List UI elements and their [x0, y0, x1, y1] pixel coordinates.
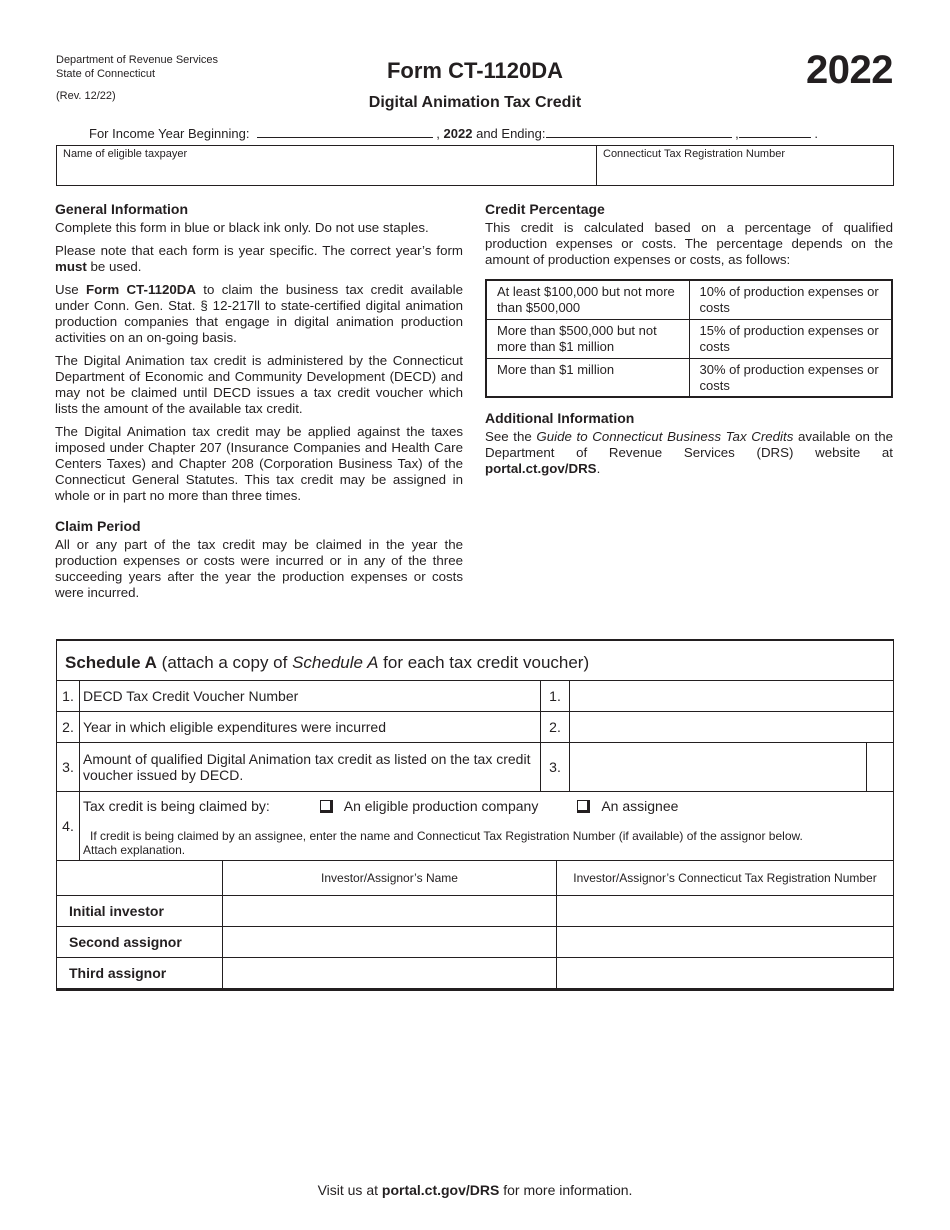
- income-year-beginning-field[interactable]: [257, 126, 433, 138]
- text-span: Please note that each form is year specific. The correct year’s form: [55, 243, 463, 258]
- line-ref: 1.: [541, 681, 570, 711]
- option-label: An assignee: [601, 798, 679, 814]
- claim-period-heading: Claim Period: [55, 518, 141, 534]
- column-header-name: Investor/Assignor’s Name: [223, 861, 557, 895]
- line-label: Amount of qualified Digital Animation tax credit as listed on the tax credit voucher issued by DECD.: [80, 743, 541, 791]
- attach-explanation: Attach explanation.: [83, 843, 186, 857]
- credit-amount-cents-input[interactable]: [866, 743, 893, 791]
- table-row: [57, 958, 893, 988]
- credit-percentage-heading: Credit Percentage: [485, 201, 605, 217]
- state-name: State of Connecticut: [56, 68, 156, 80]
- taxpayer-registration-field[interactable]: [597, 146, 893, 185]
- general-info-application: The Digital Animation tax credit may be applied against the taxes imposed under Chapter 207 (Insurance Companies and Health Care Centers Taxes) and Chapter 208 (Corporation Business Tax) of the Connecticut General Statutes. This tax credit may be assigned in whole or in part no more than three times.: [55, 424, 463, 503]
- assignee-instruction: If credit is being claimed by an assignee, enter the name and Connecticut Tax Registration Number (if available) of the assignor below.: [90, 829, 803, 843]
- row-label: Second assignor: [57, 927, 223, 957]
- schedule-line-4: [57, 792, 893, 861]
- table-row: [486, 280, 892, 319]
- left-info-column: [55, 201, 463, 601]
- option-assignee[interactable]: [577, 798, 678, 814]
- separator-period: .: [814, 126, 818, 141]
- text-span: for each tax credit voucher): [378, 653, 590, 672]
- schedule-a: [56, 639, 894, 991]
- claimant-line: [83, 796, 893, 816]
- column-header-registration: Investor/Assignor’s Connecticut Tax Registration Number: [573, 871, 877, 885]
- taxpayer-name-field[interactable]: [57, 146, 597, 185]
- credit-amount-input[interactable]: [570, 743, 866, 791]
- text-span: be used.: [86, 259, 142, 274]
- text-span: See the: [485, 429, 537, 444]
- taxpayer-registration-label: Connecticut Tax Registration Number: [603, 148, 785, 160]
- line-number: 3.: [57, 743, 80, 791]
- guide-title: Guide to Connecticut Business Tax Credits: [536, 429, 794, 444]
- additional-information-text: [485, 429, 893, 477]
- table-row: [57, 927, 893, 958]
- taxpayer-id-box: [56, 145, 894, 186]
- income-year-ending-label: and Ending:: [476, 126, 546, 141]
- line-number: 1.: [57, 681, 80, 711]
- checkbox-icon[interactable]: [577, 800, 590, 813]
- general-info-year-note: [55, 243, 463, 275]
- row-label: Initial investor: [57, 896, 223, 926]
- credit-percentage-text: This credit is calculated based on a percentage of qualified production expenses or costs. The percentage depends on the amount of production expenses or costs, as follows:: [485, 220, 893, 267]
- text-span: .: [596, 461, 601, 476]
- schedule-line-2: [57, 712, 893, 743]
- general-info-purpose: [55, 282, 463, 346]
- text-span: to claim the business tax credit available under Conn. Gen. Stat. § 12-217ll to state-certified digital animation production companies that engage in digital animation production activities on an on-going basis.: [55, 282, 463, 345]
- footer-drs-link[interactable]: portal.ct.gov/DRS: [381, 1182, 500, 1198]
- credit-rate: 15% of production expenses or costs: [689, 319, 892, 358]
- additional-information-heading: Additional Information: [485, 410, 635, 426]
- line-label: Year in which eligible expenditures were incurred: [80, 712, 541, 742]
- option-label: An eligible production company: [343, 798, 539, 814]
- text-span-italic: Schedule A: [292, 653, 379, 672]
- separator-comma: ,: [735, 126, 739, 141]
- line-label: DECD Tax Credit Voucher Number: [80, 681, 541, 711]
- form-title: Form CT-1120DA: [386, 58, 564, 83]
- expenditure-year-input[interactable]: [570, 712, 893, 742]
- checkbox-icon[interactable]: [320, 800, 333, 813]
- text-span: for more information.: [499, 1182, 633, 1198]
- expense-range: More than $1 million: [486, 358, 689, 397]
- row-label: Third assignor: [57, 958, 223, 988]
- emphasis-must: must: [55, 259, 87, 274]
- investor-table-header: [57, 861, 893, 896]
- line-number: 2.: [57, 712, 80, 742]
- investor-name-input[interactable]: [223, 958, 557, 988]
- income-year-beginning-label: For Income Year Beginning:: [89, 126, 250, 141]
- claimant-label: Tax credit is being claimed by:: [83, 798, 270, 814]
- expense-range: More than $500,000 but not more than $1 million: [486, 319, 689, 358]
- right-info-column: [485, 201, 893, 477]
- income-year-mid-year: 2022: [443, 126, 473, 141]
- schedule-line-3: [57, 743, 893, 792]
- investor-name-input[interactable]: [223, 896, 557, 926]
- form-subtitle: Digital Animation Tax Credit: [368, 94, 582, 111]
- investor-name-input[interactable]: [223, 927, 557, 957]
- general-information-heading: General Information: [55, 201, 189, 217]
- drs-website-link[interactable]: portal.ct.gov/DRS: [485, 461, 597, 476]
- investor-registration-input[interactable]: [557, 896, 893, 926]
- general-info-ink-note: Complete this form in blue or black ink only. Do not use staples.: [55, 220, 429, 235]
- line-ref: 2.: [541, 712, 570, 742]
- department-name: Department of Revenue Services: [56, 54, 219, 66]
- expense-range: At least $100,000 but not more than $500,000: [486, 280, 689, 319]
- line-number: 4.: [57, 792, 80, 860]
- assignee-note: [83, 829, 893, 857]
- option-production-company[interactable]: [320, 798, 539, 814]
- schedule-a-title-bold: Schedule A: [65, 653, 157, 672]
- tax-year: 2022: [806, 48, 893, 92]
- taxpayer-name-label: Name of eligible taxpayer: [63, 148, 188, 160]
- table-row: [486, 319, 892, 358]
- table-row: [57, 896, 893, 927]
- schedule-a-title: [57, 641, 893, 681]
- income-year-ending-field[interactable]: [546, 126, 732, 138]
- form-name-bold: Form CT-1120DA: [85, 282, 196, 297]
- credit-rate: 30% of production expenses or costs: [689, 358, 892, 397]
- footer: [0, 1182, 950, 1198]
- claimant-section: [80, 792, 893, 860]
- credit-percentage-table: [485, 279, 893, 398]
- investor-registration-input[interactable]: [557, 927, 893, 957]
- text-span: Use: [55, 282, 86, 297]
- income-year-ending-year-field[interactable]: [739, 126, 811, 138]
- table-row: [486, 358, 892, 397]
- investor-registration-input[interactable]: [557, 958, 893, 988]
- text-span: Visit us at: [317, 1182, 382, 1198]
- income-year-line: [89, 126, 818, 141]
- claim-period-text: All or any part of the tax credit may be claimed in the year the production expenses or costs were incurred or in any of the three succeeding years after the year the production expenses or costs were incurred.: [55, 537, 463, 600]
- credit-rate: 10% of production expenses or costs: [689, 280, 892, 319]
- voucher-number-input[interactable]: [570, 681, 893, 711]
- text-span: available on the Department of Revenue Services (DRS) website at: [485, 429, 893, 460]
- column-header-blank: [57, 861, 223, 895]
- schedule-line-1: [57, 681, 893, 712]
- line-ref: 3.: [541, 743, 570, 791]
- revision-date: (Rev. 12/22): [56, 90, 116, 102]
- text-span: (attach a copy of: [156, 653, 293, 672]
- separator-comma: ,: [436, 126, 440, 141]
- general-info-administration: The Digital Animation tax credit is administered by the Connecticut Department of Economic and Community Development (DECD) and may not be claimed until DECD issues a tax credit voucher which lists the amount of the available tax credit.: [55, 353, 463, 416]
